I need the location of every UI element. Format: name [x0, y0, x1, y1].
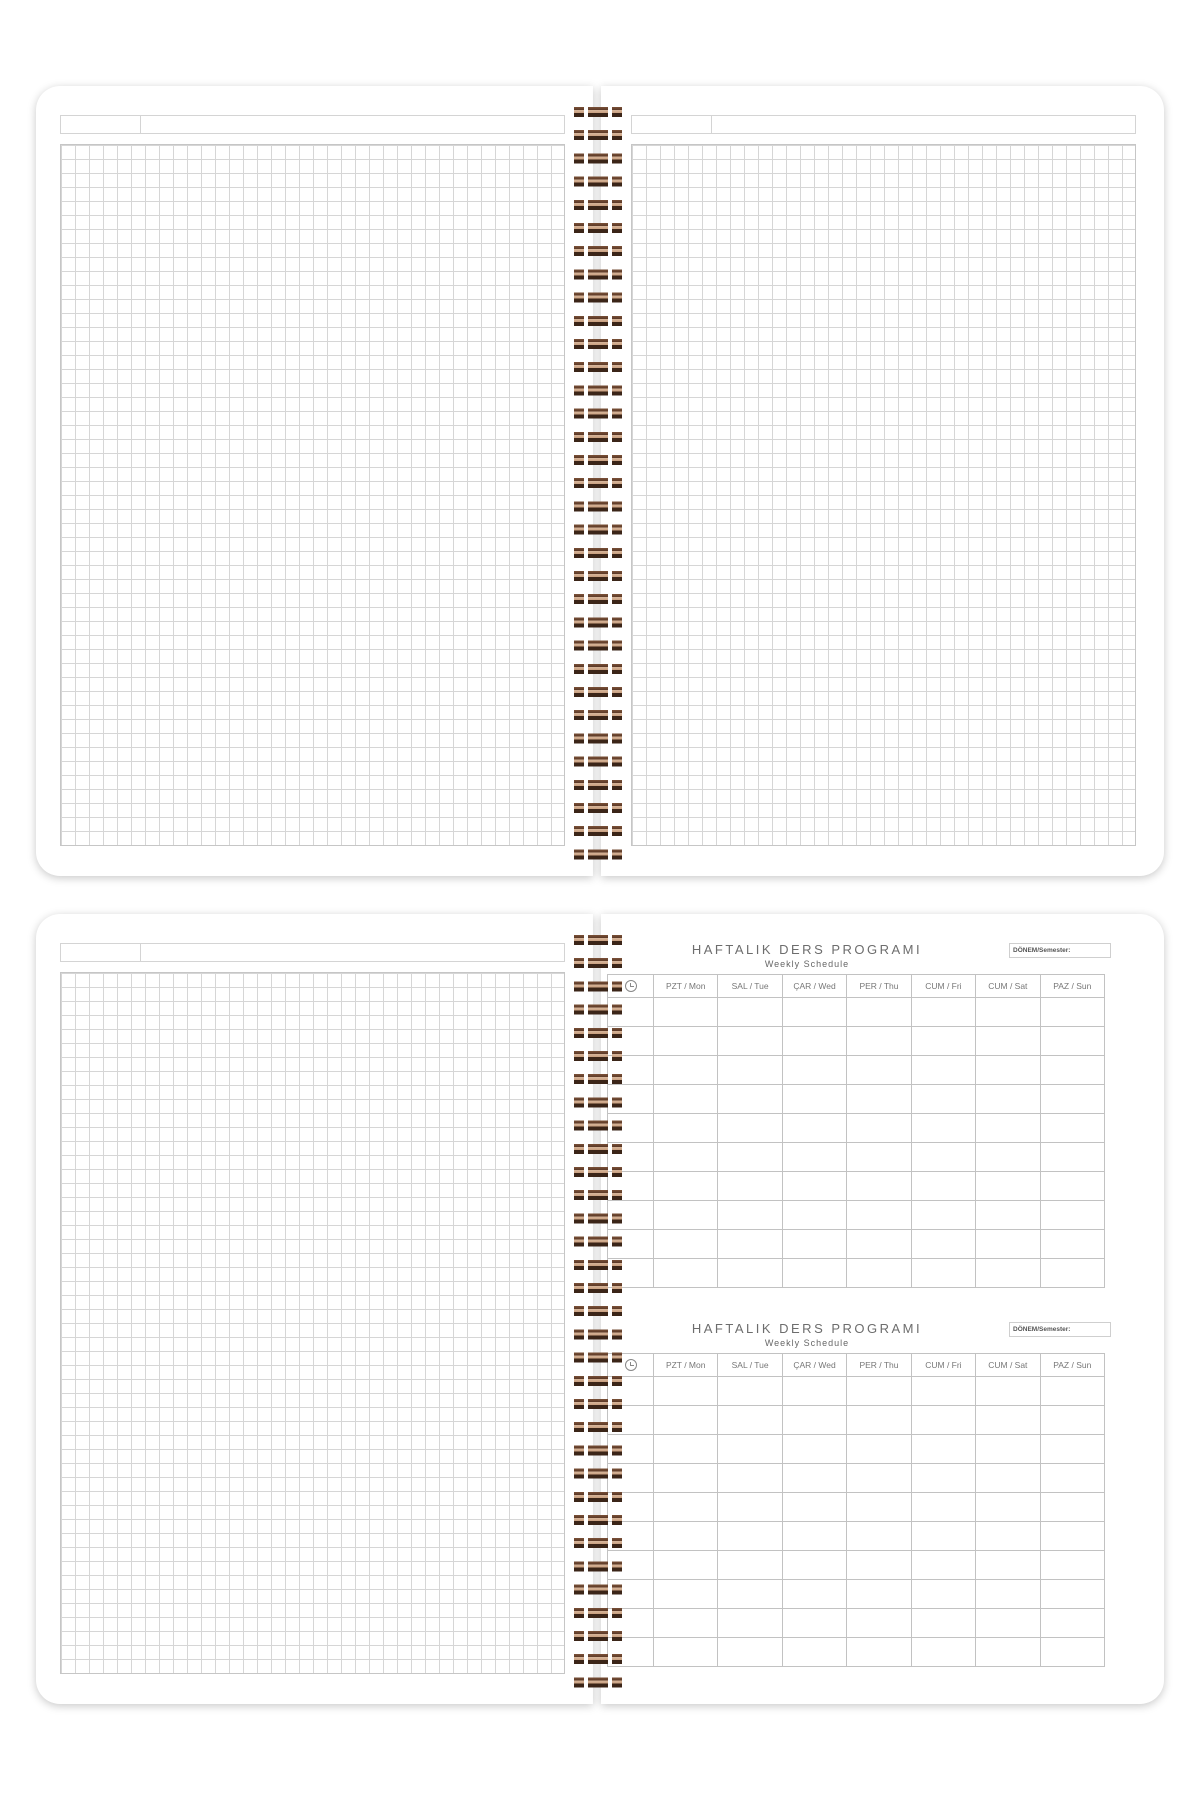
clock-icon — [625, 980, 637, 992]
day-header: PZT / Mon — [654, 1354, 718, 1377]
square-grid — [60, 972, 565, 1674]
class-cell — [1040, 1201, 1104, 1230]
class-cell — [976, 1143, 1040, 1172]
class-cell — [1040, 1259, 1104, 1288]
class-cell — [976, 1027, 1040, 1056]
grid-page-left — [36, 914, 593, 1704]
class-cell — [782, 1114, 846, 1143]
class-cell — [976, 1230, 1040, 1259]
header-divider — [711, 116, 712, 133]
class-cell — [654, 1201, 718, 1230]
class-cell — [1040, 1143, 1104, 1172]
class-cell — [976, 1056, 1040, 1085]
class-cell — [1040, 1464, 1104, 1493]
page-header-strip — [60, 943, 565, 962]
class-cell — [782, 1056, 846, 1085]
class-cell — [847, 1406, 911, 1435]
class-cell — [782, 1638, 846, 1667]
class-cell — [847, 1259, 911, 1288]
schedule-row — [608, 1085, 1105, 1114]
class-cell — [976, 1493, 1040, 1522]
class-cell — [654, 1027, 718, 1056]
class-cell — [718, 1114, 782, 1143]
class-cell — [847, 1085, 911, 1114]
schedule-table — [607, 1353, 1105, 1667]
class-cell — [1040, 1609, 1104, 1638]
class-cell — [782, 1609, 846, 1638]
schedule-table — [607, 974, 1105, 1288]
schedule-subtitle: Weekly Schedule — [764, 1338, 850, 1348]
semester-field: DÖNEM/Semester: — [1009, 1322, 1111, 1337]
schedule-row — [608, 1377, 1105, 1406]
spiral-binding — [574, 932, 626, 1692]
class-cell — [1040, 1085, 1104, 1114]
schedule-row — [608, 1435, 1105, 1464]
class-cell — [782, 1143, 846, 1172]
day-header: CUM / Sat — [976, 975, 1040, 998]
class-cell — [847, 1230, 911, 1259]
day-header: CUM / Fri — [911, 975, 975, 998]
schedule-row — [608, 1406, 1105, 1435]
class-cell — [718, 1143, 782, 1172]
class-cell — [654, 998, 718, 1027]
page-header-strip — [60, 115, 565, 134]
class-cell — [718, 1085, 782, 1114]
class-cell — [782, 1493, 846, 1522]
class-cell — [782, 1085, 846, 1114]
class-cell — [847, 998, 911, 1027]
day-header: PZT / Mon — [654, 975, 718, 998]
class-cell — [718, 1406, 782, 1435]
clock-icon — [625, 1359, 637, 1371]
day-header: PER / Thu — [847, 1354, 911, 1377]
schedule-body — [608, 1377, 1105, 1667]
class-cell — [976, 1085, 1040, 1114]
semester-field: DÖNEM/Semester: — [1009, 943, 1111, 958]
class-cell — [654, 1056, 718, 1085]
notebook-spread-top — [36, 86, 1164, 876]
class-cell — [654, 1609, 718, 1638]
class-cell — [782, 1580, 846, 1609]
class-cell — [847, 1201, 911, 1230]
class-cell — [718, 1259, 782, 1288]
class-cell — [718, 1464, 782, 1493]
class-cell — [654, 1638, 718, 1667]
class-cell — [1040, 1493, 1104, 1522]
class-cell — [847, 1464, 911, 1493]
schedule-row — [608, 1027, 1105, 1056]
class-cell — [847, 1609, 911, 1638]
class-cell — [847, 1056, 911, 1085]
class-cell — [782, 1551, 846, 1580]
class-cell — [911, 1522, 975, 1551]
class-cell — [718, 1435, 782, 1464]
class-cell — [911, 1027, 975, 1056]
class-cell — [782, 1464, 846, 1493]
header-divider — [140, 116, 141, 133]
class-cell — [1040, 1580, 1104, 1609]
class-cell — [1040, 1435, 1104, 1464]
class-cell — [654, 1522, 718, 1551]
class-cell — [718, 1056, 782, 1085]
class-cell — [718, 1230, 782, 1259]
class-cell — [1040, 1056, 1104, 1085]
class-cell — [911, 1609, 975, 1638]
class-cell — [911, 1377, 975, 1406]
class-cell — [847, 1172, 911, 1201]
class-cell — [847, 1377, 911, 1406]
schedule-title: HAFTALIK DERS PROGRAMI — [691, 942, 923, 957]
class-cell — [847, 1493, 911, 1522]
schedule-row — [608, 1259, 1105, 1288]
class-cell — [911, 1259, 975, 1288]
class-cell — [718, 1201, 782, 1230]
schedule-row — [608, 1143, 1105, 1172]
class-cell — [782, 1377, 846, 1406]
notebook-spread-bottom — [36, 914, 1164, 1704]
class-cell — [654, 1580, 718, 1609]
class-cell — [976, 1551, 1040, 1580]
class-cell — [654, 1377, 718, 1406]
schedule-row — [608, 1609, 1105, 1638]
schedule-row — [608, 1056, 1105, 1085]
class-cell — [976, 1114, 1040, 1143]
day-header: CUM / Fri — [911, 1354, 975, 1377]
class-cell — [782, 1406, 846, 1435]
schedule-row — [608, 1638, 1105, 1667]
schedule-row — [608, 1464, 1105, 1493]
class-cell — [1040, 1406, 1104, 1435]
class-cell — [911, 1201, 975, 1230]
class-cell — [718, 998, 782, 1027]
schedule-row — [608, 1580, 1105, 1609]
class-cell — [782, 1435, 846, 1464]
class-cell — [1040, 1114, 1104, 1143]
class-cell — [847, 1580, 911, 1609]
schedule-subtitle: Weekly Schedule — [764, 959, 850, 969]
schedule-title: HAFTALIK DERS PROGRAMI — [691, 1321, 923, 1336]
class-cell — [1040, 1522, 1104, 1551]
class-cell — [654, 1172, 718, 1201]
class-cell — [654, 1114, 718, 1143]
class-cell — [718, 1638, 782, 1667]
class-cell — [911, 1172, 975, 1201]
class-cell — [911, 1056, 975, 1085]
class-cell — [911, 1551, 975, 1580]
class-cell — [654, 1551, 718, 1580]
schedule-row — [608, 1230, 1105, 1259]
class-cell — [654, 1259, 718, 1288]
square-grid — [60, 144, 565, 846]
class-cell — [911, 1464, 975, 1493]
schedule-page — [601, 914, 1164, 1704]
header-divider — [140, 944, 141, 961]
class-cell — [654, 1406, 718, 1435]
class-cell — [976, 1522, 1040, 1551]
schedule-row — [608, 1551, 1105, 1580]
class-cell — [1040, 1377, 1104, 1406]
class-cell — [718, 1580, 782, 1609]
class-cell — [976, 1172, 1040, 1201]
class-cell — [976, 1406, 1040, 1435]
class-cell — [976, 998, 1040, 1027]
class-cell — [911, 1580, 975, 1609]
class-cell — [847, 1114, 911, 1143]
class-cell — [976, 1580, 1040, 1609]
class-cell — [1040, 1172, 1104, 1201]
class-cell — [654, 1230, 718, 1259]
class-cell — [976, 1464, 1040, 1493]
class-cell — [847, 1522, 911, 1551]
class-cell — [976, 1609, 1040, 1638]
class-cell — [654, 1493, 718, 1522]
day-header: PAZ / Sun — [1040, 1354, 1104, 1377]
class-cell — [911, 1493, 975, 1522]
class-cell — [911, 1143, 975, 1172]
grid-page-right — [601, 86, 1164, 876]
class-cell — [911, 1638, 975, 1667]
class-cell — [718, 1027, 782, 1056]
day-header: CUM / Sat — [976, 1354, 1040, 1377]
page-header-strip — [631, 115, 1136, 134]
class-cell — [847, 1638, 911, 1667]
schedule-row — [608, 1201, 1105, 1230]
class-cell — [976, 1435, 1040, 1464]
class-cell — [718, 1493, 782, 1522]
class-cell — [782, 1027, 846, 1056]
class-cell — [847, 1027, 911, 1056]
class-cell — [718, 1377, 782, 1406]
schedule-row — [608, 1172, 1105, 1201]
schedule-row — [608, 998, 1105, 1027]
class-cell — [718, 1551, 782, 1580]
day-header: ÇAR / Wed — [782, 1354, 846, 1377]
class-cell — [782, 1522, 846, 1551]
class-cell — [654, 1435, 718, 1464]
spiral-binding — [574, 104, 626, 864]
schedule-header-row — [608, 975, 1105, 998]
grid-page-left — [36, 86, 593, 876]
day-header: ÇAR / Wed — [782, 975, 846, 998]
class-cell — [782, 998, 846, 1027]
schedule-row — [608, 1522, 1105, 1551]
class-cell — [911, 998, 975, 1027]
day-header: PER / Thu — [847, 975, 911, 998]
class-cell — [976, 1638, 1040, 1667]
class-cell — [911, 1435, 975, 1464]
class-cell — [847, 1551, 911, 1580]
class-cell — [718, 1172, 782, 1201]
class-cell — [847, 1435, 911, 1464]
square-grid — [631, 144, 1136, 846]
class-cell — [782, 1230, 846, 1259]
schedule-row — [608, 1493, 1105, 1522]
class-cell — [1040, 1638, 1104, 1667]
class-cell — [782, 1201, 846, 1230]
class-cell — [1040, 1551, 1104, 1580]
class-cell — [1040, 998, 1104, 1027]
class-cell — [782, 1172, 846, 1201]
schedule-row — [608, 1114, 1105, 1143]
class-cell — [911, 1230, 975, 1259]
class-cell — [911, 1406, 975, 1435]
day-header: SAL / Tue — [718, 975, 782, 998]
class-cell — [1040, 1230, 1104, 1259]
class-cell — [654, 1085, 718, 1114]
class-cell — [1040, 1027, 1104, 1056]
schedule-body — [608, 998, 1105, 1288]
day-header: SAL / Tue — [718, 1354, 782, 1377]
class-cell — [976, 1259, 1040, 1288]
class-cell — [976, 1201, 1040, 1230]
class-cell — [718, 1609, 782, 1638]
class-cell — [976, 1377, 1040, 1406]
day-header: PAZ / Sun — [1040, 975, 1104, 998]
class-cell — [847, 1143, 911, 1172]
class-cell — [718, 1522, 782, 1551]
class-cell — [911, 1085, 975, 1114]
schedule-header-row — [608, 1354, 1105, 1377]
class-cell — [782, 1259, 846, 1288]
class-cell — [654, 1143, 718, 1172]
class-cell — [654, 1464, 718, 1493]
class-cell — [911, 1114, 975, 1143]
